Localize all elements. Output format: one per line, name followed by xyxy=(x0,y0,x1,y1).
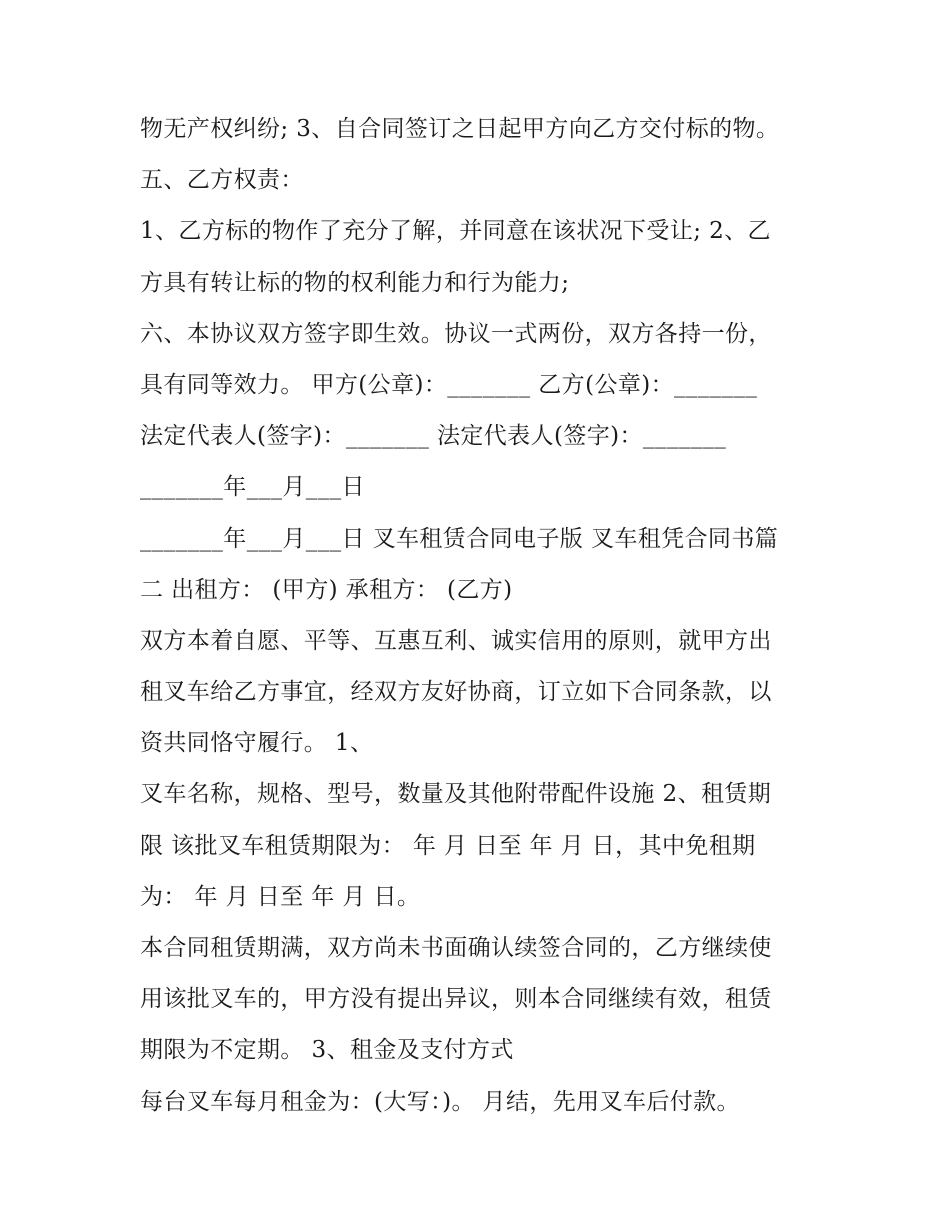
text-line-3: 1、乙方标的物作了充分了解，并同意在该状况下受让; 2、乙 xyxy=(140,218,771,245)
text-line-5: 六、本协议双方签字即生效。协议一式两份，双方各持一份， xyxy=(140,320,772,347)
text-line-12: 租叉车给乙方事宜，经双方友好协商，订立如下合同条款，以 xyxy=(140,679,772,706)
text-line-16: 为： 年 月 日至 年 月 日。 xyxy=(140,883,421,910)
text-line-14: 叉车名称，规格、型号，数量及其他附带配件设施 2、租赁期 xyxy=(140,781,772,808)
text-line-17: 本合同租赁期满，双方尚未书面确认续签合同的，乙方继续使 xyxy=(140,935,772,961)
text-line-20: 每台叉车每月租金为：(大写：)。 月结，先用叉车后付款。 xyxy=(140,1088,740,1115)
text-line-8: _______年___月___日 xyxy=(140,474,365,501)
text-line-11: 双方本着自愿、平等、互惠互利、诚实信用的原则，就甲方出 xyxy=(140,627,772,654)
text-line-15: 限 该批叉车租赁期限为： 年 月 日至 年 月 日，其中免租期 xyxy=(140,832,756,859)
text-line-19: 期限为不定期。 3、租金及支付方式 xyxy=(140,1037,514,1064)
text-line-9: _______年___月___日 叉车租赁合同电子版 叉车租凭合同书篇 xyxy=(140,525,779,552)
text-line-2: 五、乙方权责： xyxy=(140,167,304,194)
text-line-4: 方具有转让标的物的权利能力和行为能力; xyxy=(140,269,570,296)
text-line-7: 法定代表人(签字)：_______ 法定代表人(签字)：_______ xyxy=(140,423,727,450)
text-line-10: 二 出租方： (甲方) 承租方： (乙方) xyxy=(140,576,513,603)
text-line-6: 具有同等效力。 甲方(公章)：_______ 乙方(公章)：_______ xyxy=(140,371,758,398)
text-line-18: 用该批叉车的，甲方没有提出异议，则本合同继续有效，租赁 xyxy=(140,986,772,1013)
text-line-1: 物无产权纠纷; 3、自合同签订之日起甲方向乙方交付标的物。 xyxy=(140,116,780,142)
document-body xyxy=(140,104,830,1128)
text-line-13: 资共同恪守履行。 1、 xyxy=(140,730,374,757)
